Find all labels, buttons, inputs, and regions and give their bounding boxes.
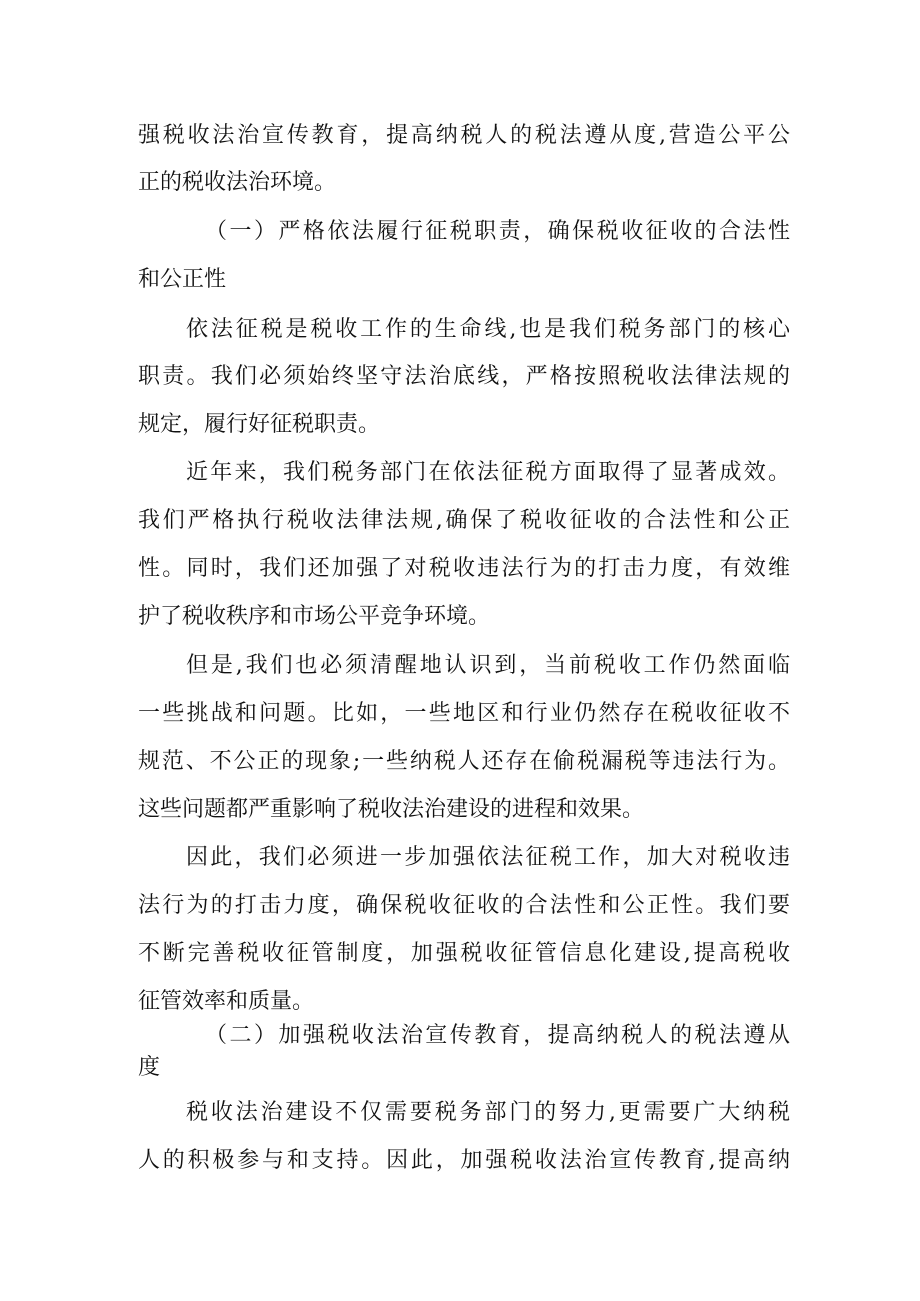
heading-line: （一）严格依法履行征税职责，确保税收征收的合法性 — [205, 219, 790, 244]
text-line: 性。同时，我们还加强了对税收违法行为的打击力度，有效维 — [138, 556, 790, 581]
text-line: 规范、不公正的现象;一些纳税人还存在偷税漏税等违法行为。 — [138, 749, 790, 774]
heading-line: 度 — [138, 1055, 161, 1080]
text-line: 护了税收秩序和市场公平竞争环境。 — [138, 604, 491, 629]
text-line: 这些问题都严重影响了税收法治建设的进程和效果。 — [138, 797, 645, 822]
text-line: 我们严格执行税收法律法规,确保了税收征收的合法性和公正 — [138, 508, 790, 533]
text-line: 强税收法治宣传教育，提高纳税人的税法遵从度,营造公平公 — [138, 123, 790, 148]
text-line: 人的积极参与和支持。因此，加强税收法治宣传教育,提高纳 — [138, 1148, 790, 1173]
text-line: 不断完善税收征管制度，加强税收征管信息化建设,提高税收 — [138, 941, 790, 966]
text-line: 依法征税是税收工作的生命线,也是我们税务部门的核心 — [186, 317, 790, 342]
text-line: 近年来，我们税务部门在依法征税方面取得了显著成效。 — [186, 460, 790, 485]
heading-line: 和公正性 — [138, 267, 227, 292]
text-line: 职责。我们必须始终坚守法治底线，严格按照税收法律法规的 — [138, 364, 790, 389]
text-line: 因此，我们必须进一步加强依法征税工作，加大对税收违 — [186, 845, 790, 870]
text-line: 法行为的打击力度，确保税收征收的合法性和公正性。我们要 — [138, 893, 790, 918]
text-line: 但是,我们也必须清醒地认识到，当前税收工作仍然面临 — [186, 653, 790, 678]
text-line: 正的税收法治环境。 — [138, 170, 337, 195]
text-line: 征管效率和质量。 — [138, 989, 315, 1014]
text-line: 规定，履行好征税职责。 — [138, 412, 381, 437]
text-line: 税收法治建设不仅需要税务部门的努力,更需要广大纳税 — [186, 1100, 790, 1125]
heading-line: （二）加强税收法治宣传教育，提高纳税人的税法遵从 — [205, 1023, 790, 1048]
text-line: 一些挑战和问题。比如，一些地区和行业仍然存在税收征收不 — [138, 701, 790, 726]
